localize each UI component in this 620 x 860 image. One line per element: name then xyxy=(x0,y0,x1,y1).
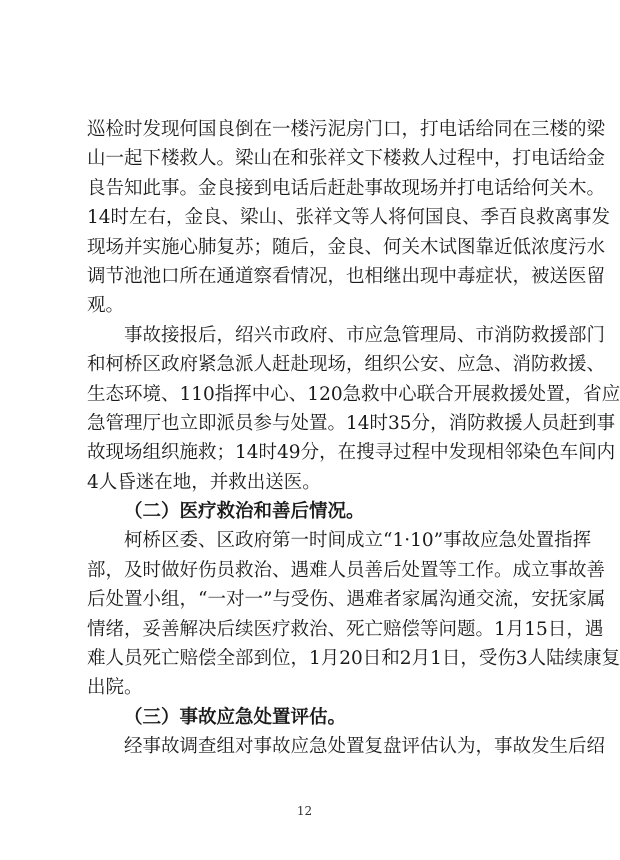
paragraph-medical-aftermath xyxy=(87,526,620,702)
text-line: 观。 xyxy=(87,295,125,317)
text-line: 现场并实施心肺复苏；随后，金良、何关木试图靠近低浓度污水 xyxy=(87,236,606,258)
paragraph-incident-continuation xyxy=(87,115,611,321)
text-line: 巡检时发现何国良倒在一楼污泥房门口，打电话给同在三楼的梁 xyxy=(87,119,606,140)
text-line: 山一起下楼救人。梁山在和张祥文下楼救人过程中，打电话给金 xyxy=(87,148,606,170)
text-line: 14时左右，金良、梁山、张祥文等人将何国良、季百良救离事发 xyxy=(87,207,611,229)
text-line: 4人昏迷在地，并救出送医。 xyxy=(87,471,321,493)
text-line: 调节池池口所在通道察看情况，也相继出现中毒症状，被送医留 xyxy=(87,265,606,287)
text-line: 部，及时做好伤员救治、遇难人员善后处置等工作。成立事故善 xyxy=(87,559,606,581)
page-number: 12 xyxy=(296,804,313,818)
text-line: 良告知此事。金良接到电话后赶赴事故现场并打电话给何关木。 xyxy=(87,177,606,199)
document-body xyxy=(87,115,620,762)
text-line: 生态环境、110指挥中心、120急救中心联合开展救援处置，省应 xyxy=(87,383,620,405)
text-line: 出院。 xyxy=(87,677,143,699)
section-heading-medical-aftermath: （二）医疗救治和善后情况。 xyxy=(124,501,365,523)
text-line: 难人员死亡赔偿全部到位，1月20日和2月1日，受伤3人陆续康复 xyxy=(87,648,620,670)
section-heading-emergency-evaluation: （三）事故应急处置评估。 xyxy=(124,706,347,728)
text-line: 急管理厅也立即派员参与处置。14时35分，消防救援人员赶到事 xyxy=(87,412,616,434)
text-line: 柯桥区委、区政府第一时间成立“1·10”事故应急处置指挥 xyxy=(124,530,592,552)
text-line: 事故接报后，绍兴市政府、市应急管理局、市消防救援部门 xyxy=(124,324,606,346)
text-line: 和柯桥区政府紧急派人赶赴现场，组织公安、应急、消防救援、 xyxy=(87,354,606,376)
text-line: 经事故调查组对事故应急处置复盘评估认为，事故发生后绍 xyxy=(124,736,606,758)
text-line: 后处置小组，“一对一”与受伤、遇难者家属沟通交流，安抚家属 xyxy=(87,589,606,611)
text-line: 情绪，妥善解决后续医疗救治、死亡赔偿等问题。1月15日，遇 xyxy=(87,618,604,640)
paragraph-emergency-evaluation xyxy=(87,732,606,761)
text-line: 故现场组织施救；14时49分，在搜寻过程中发现相邻染色车间内 xyxy=(87,442,616,464)
paragraph-rescue-response xyxy=(87,321,620,497)
